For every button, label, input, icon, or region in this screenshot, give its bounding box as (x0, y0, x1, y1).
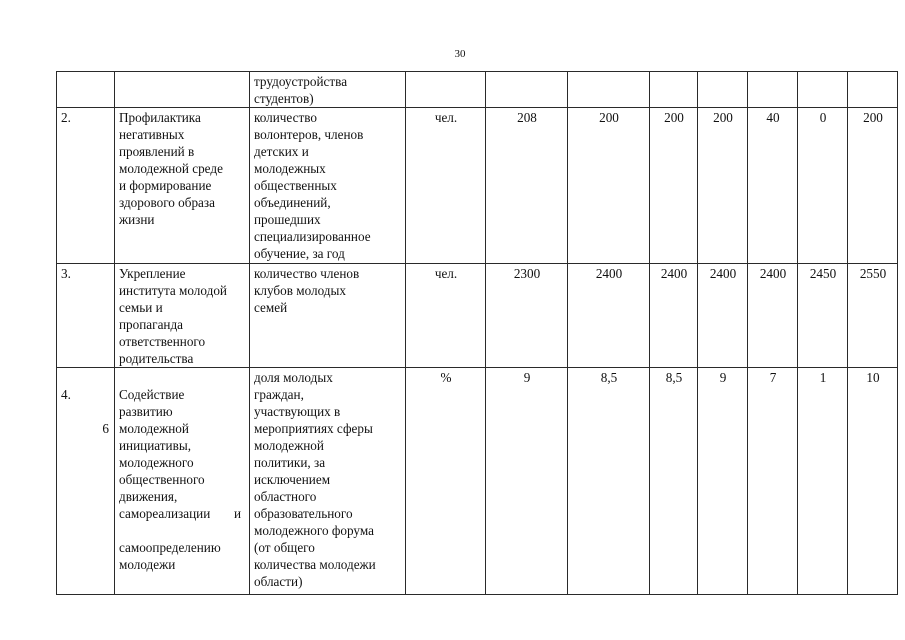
indicator-name: доля молодых граждан, участвующих в мероприятиях сферы молодежной политики, за исключением областного образовательного молодежного форума (от общего количества молодежи области) (250, 368, 406, 595)
indicator-name: трудоустройства студентов) (250, 72, 406, 108)
value-cell (848, 72, 898, 108)
value-cell: 0 (798, 108, 848, 264)
value-cell (698, 72, 748, 108)
unit: чел. (406, 108, 486, 264)
row-number-sub: 6 (102, 421, 109, 436)
value-cell (748, 72, 798, 108)
indicator-name: количество волонтеров, членов детских и молодежных общественных объединений, прошедших специализированное обучение, за год (250, 108, 406, 264)
value-cell: 200 (650, 108, 698, 264)
indicator-name: количество членов клубов молодых семей (250, 264, 406, 368)
activity-name: Профилактика негативных проявлений в молодежной среде и формирование здорового образа жизни (115, 108, 250, 264)
value-cell: 2300 (486, 264, 568, 368)
value-cell: 2400 (748, 264, 798, 368)
value-cell: 8,5 (650, 368, 698, 595)
unit (406, 72, 486, 108)
activity-name-end: самоопределению молодежи (119, 540, 221, 572)
value-cell: 10 (848, 368, 898, 595)
row-number: 2. (57, 108, 115, 264)
activity-name-cell (115, 368, 250, 595)
table-row (57, 72, 898, 108)
value-cell (486, 72, 568, 108)
value-cell: 8,5 (568, 368, 650, 595)
justified-word-left: самореализации (119, 506, 211, 521)
value-cell (568, 72, 650, 108)
value-cell: 40 (748, 108, 798, 264)
value-cell: 7 (748, 368, 798, 595)
unit: % (406, 368, 486, 595)
table-row (57, 108, 898, 264)
row-number (57, 72, 115, 108)
value-cell: 2400 (698, 264, 748, 368)
value-cell: 2450 (798, 264, 848, 368)
unit: чел. (406, 264, 486, 368)
value-cell: 200 (698, 108, 748, 264)
value-cell: 2550 (848, 264, 898, 368)
value-cell (650, 72, 698, 108)
value-cell: 1 (798, 368, 848, 595)
activity-name (115, 72, 250, 108)
justified-word-right: и (233, 506, 241, 521)
table-row (57, 368, 898, 595)
activity-name: Укрепление института молодой семьи и пропаганда ответственного родительства (115, 264, 250, 368)
value-cell: 200 (568, 108, 650, 264)
value-cell: 2400 (650, 264, 698, 368)
row-number: 4. (61, 387, 71, 402)
value-cell: 200 (848, 108, 898, 264)
row-number: 3. (57, 264, 115, 368)
value-cell: 9 (486, 368, 568, 595)
activity-name: Содействие развитию молодежной инициативы, молодежного общественного движения, (119, 387, 205, 504)
justified-line (119, 505, 241, 522)
value-cell: 9 (698, 368, 748, 595)
value-cell (798, 72, 848, 108)
indicators-table (56, 71, 898, 595)
row-number-cell (57, 368, 115, 595)
page-number: 30 (454, 48, 466, 60)
value-cell: 2400 (568, 264, 650, 368)
table-row (57, 264, 898, 368)
value-cell: 208 (486, 108, 568, 264)
